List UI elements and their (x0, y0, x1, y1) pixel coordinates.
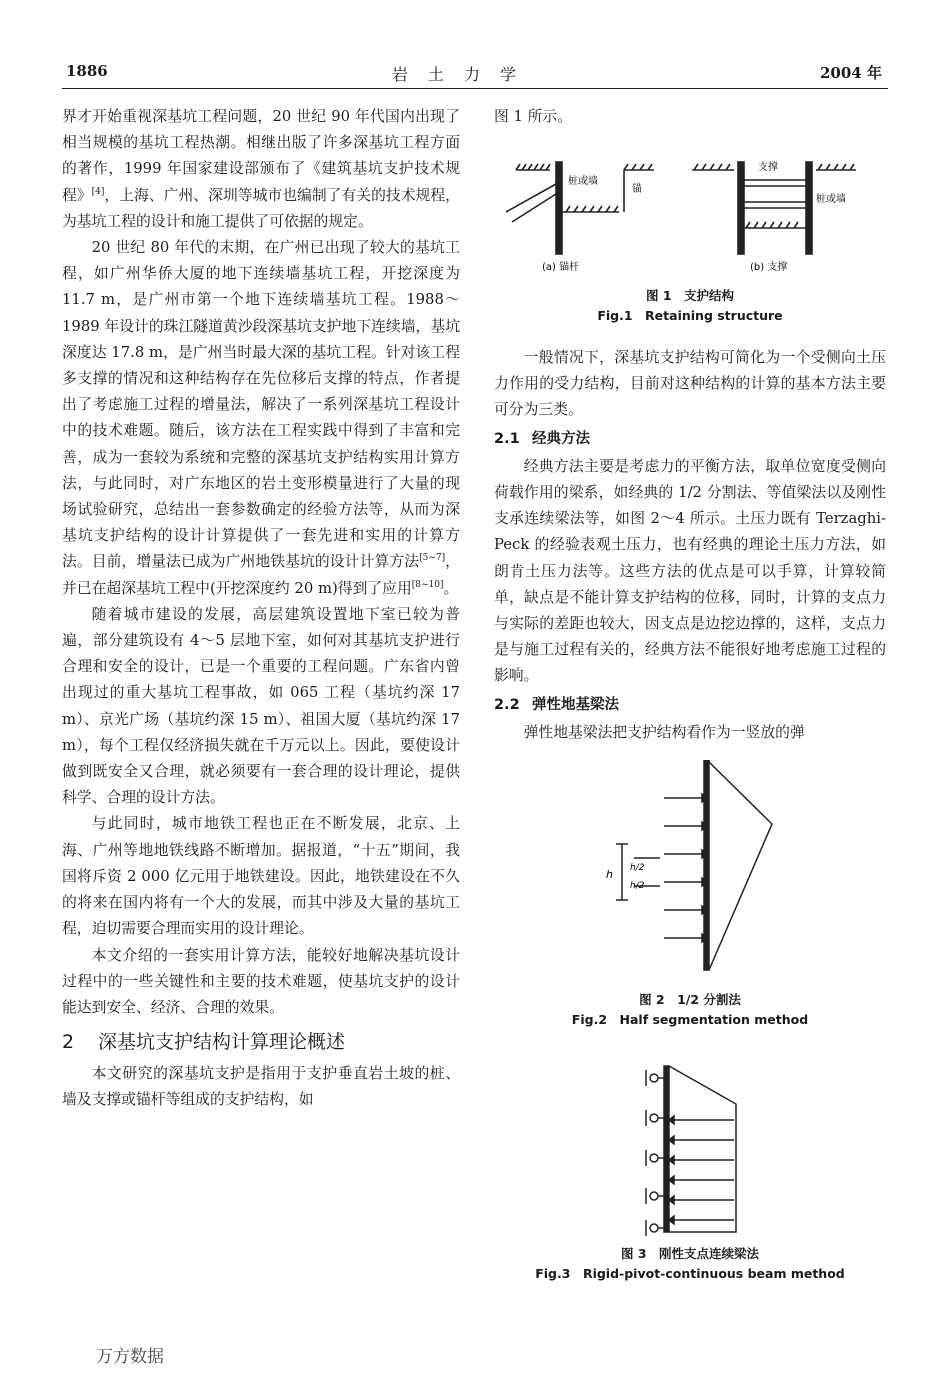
label-hi: h (606, 868, 613, 881)
label-pile-wall: 桩或墙 (568, 176, 598, 187)
label-strut: 支撑 (758, 162, 778, 173)
caption-en: Fig.3 Rigid-pivot-continuous beam method (535, 1266, 845, 1281)
section-heading: 2 深基坑支护结构计算理论概述 (62, 1031, 346, 1054)
paragraph: 一般情况下，深基坑支护结构可简化为一个受侧向土压力作用的受力结构，目前对这种结构的计算的基本方法主要可分为三类。 (494, 349, 886, 419)
paragraph: 随着城市建设的发展，高层建筑设置地下室已较为普遍，部分建筑设有 4～5 层地下室，如何对其基坑支护进行合理和安全的设计，已是一个重要的工程问题。广东省内曾出现过的重大基坑工程事故，如 065 工程（基坑约深 17 m）、京光广场（基坑约深 15 m）、祖国大厦（基坑约深 17 m），每个工程仅经济损失就在千万元以上。因此，要使设计做到既安全又合理，就必须要有一套合理的设计理论，提供科学、合理的设计方法。 (62, 605, 460, 807)
figure-1a-label: (a) 锚杆 (542, 262, 580, 273)
paragraph: 本文研究的深基坑支护是指用于支护垂直岩土坡的桩、墙及支撑或锚杆等组成的支护结构，如 (62, 1065, 460, 1109)
paragraph: 经典方法主要是考虑力的平衡方法，取单位宽度受侧向荷载作用的梁系，如经典的 1/2 分割法、等值梁法以及刚性支承连续梁法等，如图 2～4 所示。土压力既有 Terzaghi-Peck 的经验表观土压力，也有经典的理论土压力方法，如朗肯土压力法等。这些方法的优点是可以手算，计算较简单，缺点是不能计算支护结构的位移，同时，计算的支点力与实际的差距也较大，因支点是边挖边撑的，这样，支点力是与施工过程有关的，经典方法不能很好地考虑施工过程的影响。 (494, 457, 886, 685)
figure-1-caption (494, 286, 886, 326)
subsection-heading: 2.2 弹性地基梁法 (494, 696, 619, 713)
header-rule (62, 88, 888, 89)
figure-1b-strut (692, 162, 856, 254)
label-pile-wall: 桩或墙 (816, 194, 846, 205)
figure-1-retaining-structure (494, 150, 886, 280)
caption-cn: 图 2 1/2 分割法 (639, 992, 741, 1007)
paragraph: 界才开始重视深基坑工程问题，20 世纪 90 年代国内出现了相当规模的基坑工程热潮。相继出版了许多深基坑工程方面的著作，1999 年国家建设部颁布了《建筑基坑支护技术规程》[4]，上海、广州、深圳等城市也编制了有关的技术规程，为基坑工程的设计和施工提供了可依据的规定。 (62, 108, 460, 230)
paragraph: 20 世纪 80 年代的末期，在广州已出现了较大的基坑工程，如广州华侨大厦的地下连续墙基坑工程，开挖深度为 11.7 m，是广州市第一个地下连续墙基坑工程。1988～1989 年设计的珠江隧道黄沙段深基坑支护地下连续墙，基坑深度达 17.8 m，是广州当时最大深的基坑工程。针对该工程多支撑的情况和这种结构存在先位移后支撑的特点，作者提出了考虑施工过程的增量法，解决了一系列深基坑工程设计中的技术难题。随后，该方法在工程实践中得到了丰富和完善，成为一套较为系统和完整的深基坑支护结构实用计算方法，与此同时，对广东地区的岩土变形模量进行了大量的现场试验研究，总结出一套参数确定的经验方法等，从而为深基坑支护结构的设计计算提供了一套先进和实用的计算方法。目前，增量法已成为广州地铁基坑的设计计算方法[5~7]，并已在超深基坑工程中(开挖深度约 20 m)得到了应用[8~10]。 (62, 239, 460, 597)
subsection-heading: 2.1 经典方法 (494, 430, 590, 447)
right-column-body (494, 345, 886, 746)
figure-3-rigid-pivot-beam (626, 1060, 766, 1240)
figure-2-half-segmentation (594, 760, 794, 980)
right-column-top (494, 104, 886, 130)
figure-2-caption (494, 990, 886, 1030)
caption-en: Fig.1 Retaining structure (597, 308, 783, 323)
paragraph: 本文介绍的一套实用计算方法，能较好地解决基坑设计过程中的一些关键性和主要的技术难题，使基坑支护的设计能达到安全、经济、合理的效果。 (62, 946, 460, 1016)
label-half-hi: h/2 (630, 863, 645, 873)
caption-cn: 图 3 刚性支点连续梁法 (620, 1246, 760, 1261)
label-half-hi: h/2 (630, 881, 645, 891)
paragraph: 弹性地基梁法把支护结构看作为一竖放的弹 (523, 723, 805, 741)
caption-cn: 图 1 支护结构 (645, 288, 735, 303)
publication-year: 2004 年 (820, 64, 882, 82)
paragraph: 图 1 所示。 (494, 108, 573, 125)
figure-3-caption (494, 1244, 886, 1284)
journal-name: 岩 土 力 学 (392, 65, 519, 84)
page-number: 1886 (66, 62, 108, 80)
label-anchor: 锚 (632, 184, 642, 195)
paragraph: 与此同时，城市地铁工程也正在不断发展，北京、上海、广州等地地铁线路不断增加。据报道，“十五”期间，我国将斥资 2 000 亿元用于地铁建设。因此，地铁建设在不久的将来在国内将有一个大的发展，而其中涉及大量的基坑工程，迫切需要合理而实用的设计理论。 (62, 815, 460, 938)
left-column (62, 104, 460, 1114)
caption-en: Fig.2 Half segmentation method (571, 1012, 809, 1027)
watermark-footer: 万方数据 (96, 1347, 164, 1367)
figure-1b-label: (b) 支撑 (750, 262, 788, 273)
